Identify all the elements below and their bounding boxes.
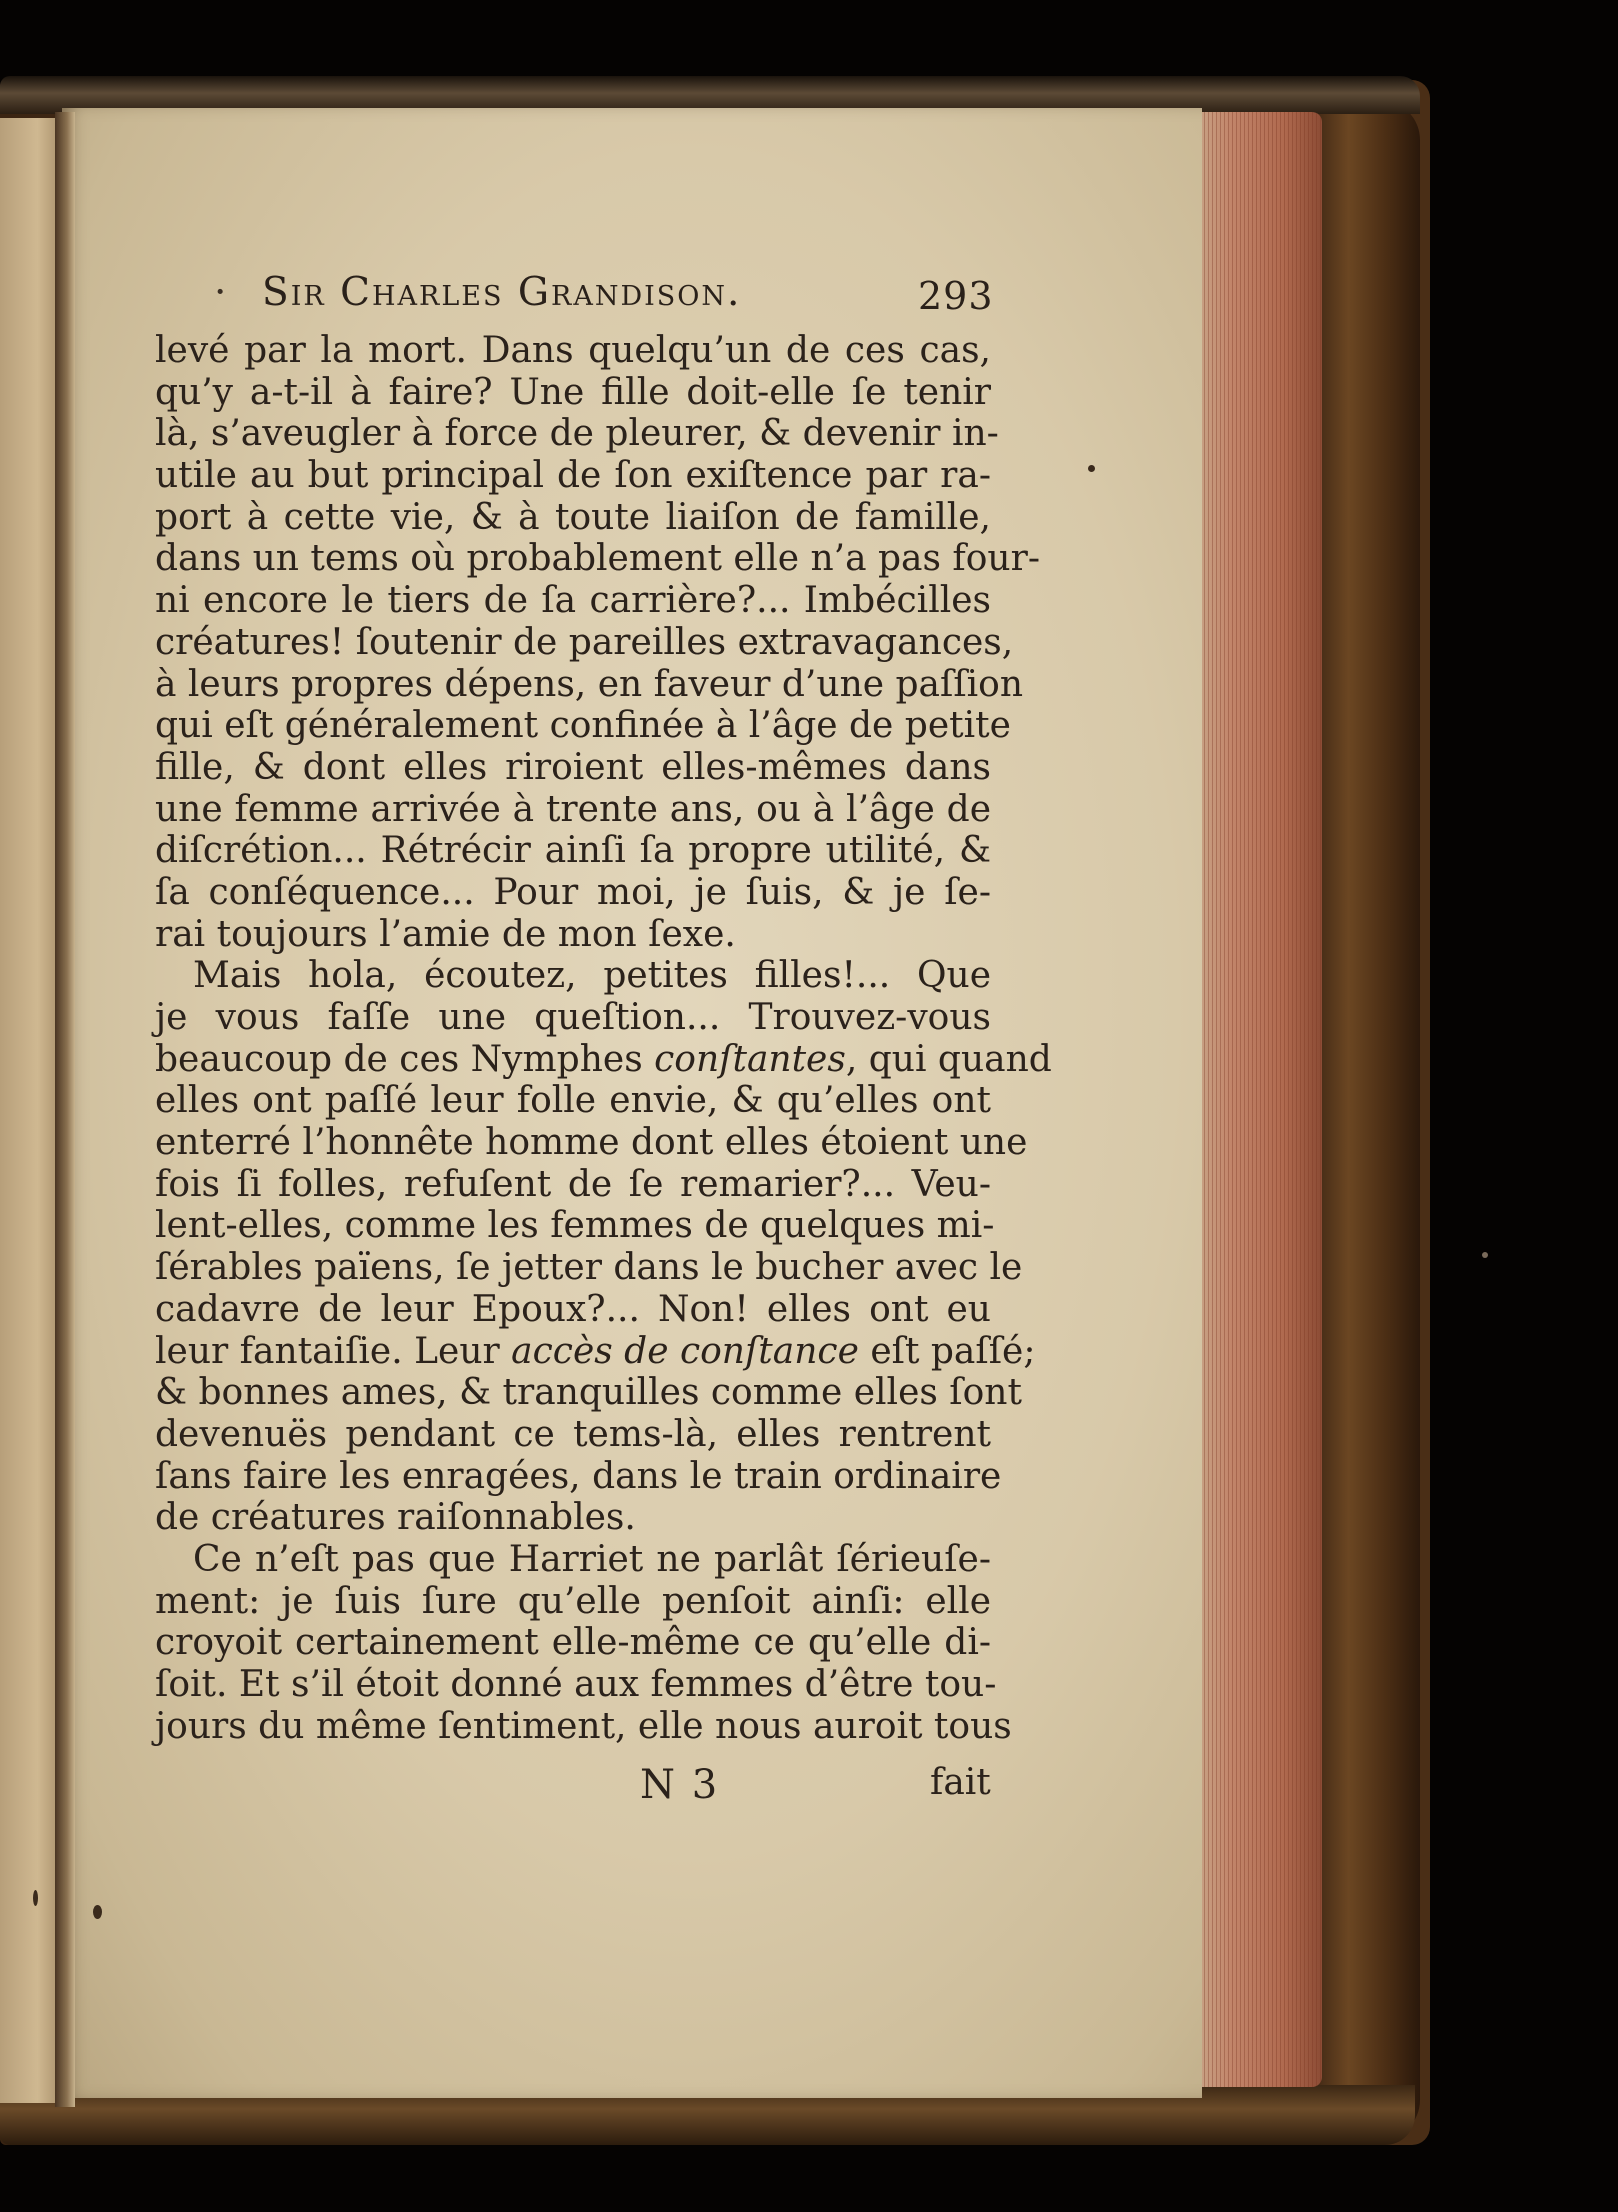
- text-line: de créatures raiſonnables.: [155, 1497, 636, 1539]
- text-line: ſérables païens, ſe jetter dans le bucher avec le: [155, 1247, 1023, 1289]
- text-line: rai toujours l’amie de mon ſexe.: [155, 913, 736, 955]
- text-line: dans un tems où probablement elle n’a pas four-: [155, 538, 1040, 580]
- text-line: fois ſi folles, refuſent de ſe remarier?... Veu-: [155, 1163, 991, 1205]
- text-line: enterré l’honnête homme dont elles étoient une: [155, 1122, 1028, 1164]
- text-line: Ce n’eſt pas que Harriet ne parlât ſérieuſe-: [193, 1538, 991, 1580]
- paper-speck: [33, 1890, 38, 1906]
- text-line: jours du même ſentiment, elle nous auroit tous: [155, 1705, 1012, 1747]
- text-line: ſa conſéquence... Pour moi, je ſuis, & je ſe-: [155, 871, 991, 913]
- text-line: ni encore le tiers de ſa carrière?... Imbécilles: [155, 580, 991, 622]
- text-line: utile au but principal de ſon exiſtence par ra-: [155, 455, 991, 497]
- page-number: 293: [918, 274, 994, 318]
- text-line: lent-elles, comme les femmes de quelques mi-: [155, 1205, 995, 1247]
- text-line: cadavre de leur Epoux?... Non! elles ont eu: [155, 1288, 991, 1330]
- text-line: là, s’aveugler à force de pleurer, & devenir in-: [155, 413, 999, 455]
- italic-text: conſtantes: [654, 1038, 846, 1080]
- text-line: [155, 1330, 1036, 1373]
- text-line: à leurs propres dépens, en faveur d’une paſſion: [155, 663, 1024, 705]
- text-line: devenuës pendant ce tems-là, elles rentrent: [155, 1413, 991, 1455]
- text-line: fille, & dont elles riroient elles-mêmes dans: [155, 746, 991, 788]
- paper-speck: [1482, 1252, 1488, 1258]
- text-line: ſans faire les enragées, dans le train ordinaire: [155, 1455, 1002, 1497]
- text-segment: leur fantaiſie. Leur: [155, 1330, 512, 1372]
- text-line: elles ont paſſé leur folle envie, & qu’elles ont: [155, 1080, 991, 1122]
- text-line: qu’y a-t-il à faire? Une fille doit-elle ſe tenir: [155, 371, 991, 413]
- text-line: port à cette vie, & à toute liaiſon de famille,: [155, 496, 991, 538]
- paper-speck: [1088, 465, 1095, 472]
- text-line: [155, 1038, 1052, 1081]
- fore-edge-pages: [1192, 112, 1322, 2087]
- running-head: Sir Charles Grandison.: [262, 270, 742, 315]
- text-segment: , qui quand: [845, 1038, 1052, 1080]
- book-gutter: [55, 112, 75, 2107]
- paper-speck: [93, 1905, 102, 1919]
- body-text: [155, 330, 1052, 1747]
- text-line: je vous faſſe une queſtion... Trouvez-vous: [155, 997, 991, 1038]
- cover-back-board: [1310, 100, 1420, 2140]
- text-line: croyoit certainement elle-même ce qu’elle di-: [155, 1622, 991, 1664]
- text-line: une femme arrivée à trente ans, ou à l’âge de: [155, 788, 991, 830]
- text-line: ment: je ſuis ſure qu’elle penſoit ainſi: elle: [155, 1580, 991, 1622]
- text-line: diſcrétion... Rétrécir ainſi ſa propre utilité, &: [155, 830, 991, 872]
- text-segment: eſt paſſé;: [858, 1330, 1036, 1372]
- text-line: créatures! ſoutenir de pareilles extravagances,: [155, 621, 1014, 663]
- text-line: & bonnes ames, & tranquilles comme elles ſont: [155, 1372, 1022, 1414]
- running-head-ornament: ·: [214, 270, 227, 315]
- text-line: levé par la mort. Dans quelqu’un de ces cas,: [155, 330, 991, 371]
- text-line: Mais hola, écoutez, petites filles!... Que: [193, 955, 991, 997]
- text-line: ſoit. Et s’il étoit donné aux femmes d’être tou-: [155, 1664, 997, 1705]
- text-line: qui eſt généralement confinée à l’âge de petite: [155, 705, 1011, 747]
- signature-mark: N 3: [640, 1762, 720, 1808]
- italic-text: accès de conſtance: [511, 1330, 859, 1372]
- catchword: fait: [930, 1762, 991, 1803]
- text-segment: beaucoup de ces Nymphes: [155, 1038, 655, 1080]
